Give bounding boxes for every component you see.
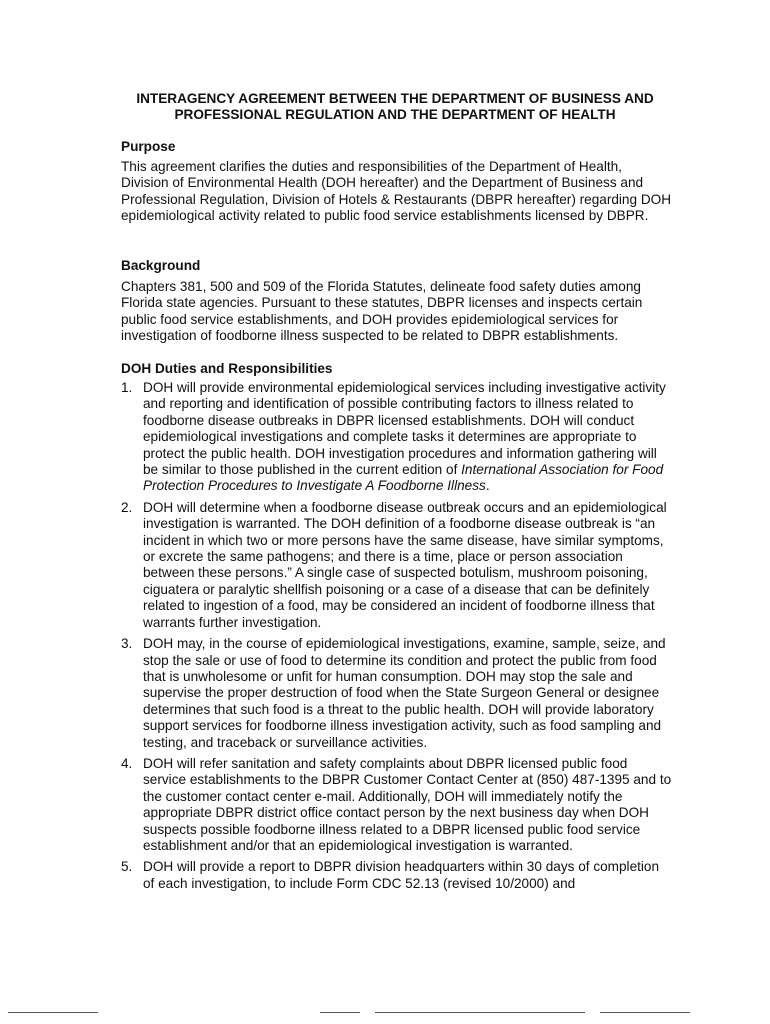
list-item-number: 2. — [121, 499, 133, 515]
list-item-number: 1. — [121, 380, 133, 395]
list-item — [121, 380, 673, 495]
list-item — [121, 500, 673, 631]
list-item-text: DOH will refer sanitation and safety complaints about DBPR licensed public food service establishments to the DBPR Customer Contact Center at (850) 487-1395 and to the customer contact center e-mail. Additionally, DOH will immediately notify the appropriate DBPR district office contact person by the next business day when DOH suspects possible foodborne illness related to a DBPR licensed public food service establishment and/or that an epidemiological investigation is warranted. — [143, 755, 672, 853]
list-item-number: 5. — [121, 859, 133, 875]
list-item-text: DOH will determine when a foodborne disease outbreak occurs and an epidemiological investigation is warranted. The DOH definition of a foodborne disease outbreak is “an incident in which two or more persons have the same disease, have similar symptoms, or excrete the same pathogens; and there is a time, place or person association between these persons.” A single case of suspected botulism, mushroom poisoning, ciguatera or paralytic shellfish poisoning or a case of a disease that can be definitely related to ingestion of a food, may be considered an incident of foodborne illness that warrants further investigation. — [143, 499, 667, 630]
list-item-number: 3. — [121, 636, 133, 652]
list-item-number: 4. — [121, 755, 133, 771]
list-item — [121, 859, 673, 892]
duties-list — [121, 380, 673, 897]
list-item — [121, 756, 673, 854]
background-heading: Background — [121, 258, 201, 273]
list-item — [121, 636, 673, 751]
list-item-tail: . — [485, 478, 490, 494]
list-item-text: DOH will provide environmental epidemiological services including investigative activity and reporting and identification of possible contributing factors to illness related to foodborne disease outbreaks in DBPR licensed establishments. DOH will conduct epidemiological investigations and complete tasks it determines are appropriate to protect the public health. DOH investigation procedures and information gathering will be similar to those published in the current edition of — [143, 380, 666, 478]
list-item-text: DOH will provide a report to DBPR division headquarters within 30 days of completion of each investigation, to include Form CDC 52.13 (revised 10/2000) and — [143, 859, 660, 891]
duties-heading: DOH Duties and Responsibilities — [121, 361, 333, 376]
scan-artifact-line — [0, 1012, 770, 1016]
purpose-heading: Purpose — [121, 139, 176, 154]
purpose-paragraph: This agreement clarifies the duties and responsibilities of the Department of Health, Division of Environmental Health (DOH hereafter) and the Department of Business and Professional Regulation, Division of Hotels & Restaurants (DBPR hereafter) regarding DOH epidemiological activity related to public food service establishments licensed by DBPR. — [121, 159, 672, 224]
page-title: INTERAGENCY AGREEMENT BETWEEN THE DEPARTMENT OF BUSINESS AND PROFESSIONAL REGULATION AND THE DEPARTMENT OF HEALTH — [136, 91, 654, 122]
background-paragraph: Chapters 381, 500 and 509 of the Florida Statutes, delineate food safety duties among Florida state agencies. Pursuant to these statutes, DBPR licenses and inspects certain public food service establishments, and DOH provides epidemiological services for investigation of foodborne illness suspected to be related to DBPR establishments. — [121, 279, 643, 344]
list-item-text: DOH may, in the course of epidemiological investigations, examine, sample, seize, and stop the sale or use of food to determine its condition and protect the public from food that is unwholesome or unfit for human consumption. DOH may stop the sale and supervise the proper destruction of food when the State Surgeon General or designee determines that such food is a threat to the public health. DOH will provide laboratory support services for foodborne illness investigation activity, such as food sampling and testing, and traceback or surveillance activities. — [143, 636, 666, 750]
list-item-citation: International Association for Food Protection Procedures to Investigate A Foodborne Illness — [143, 462, 664, 494]
